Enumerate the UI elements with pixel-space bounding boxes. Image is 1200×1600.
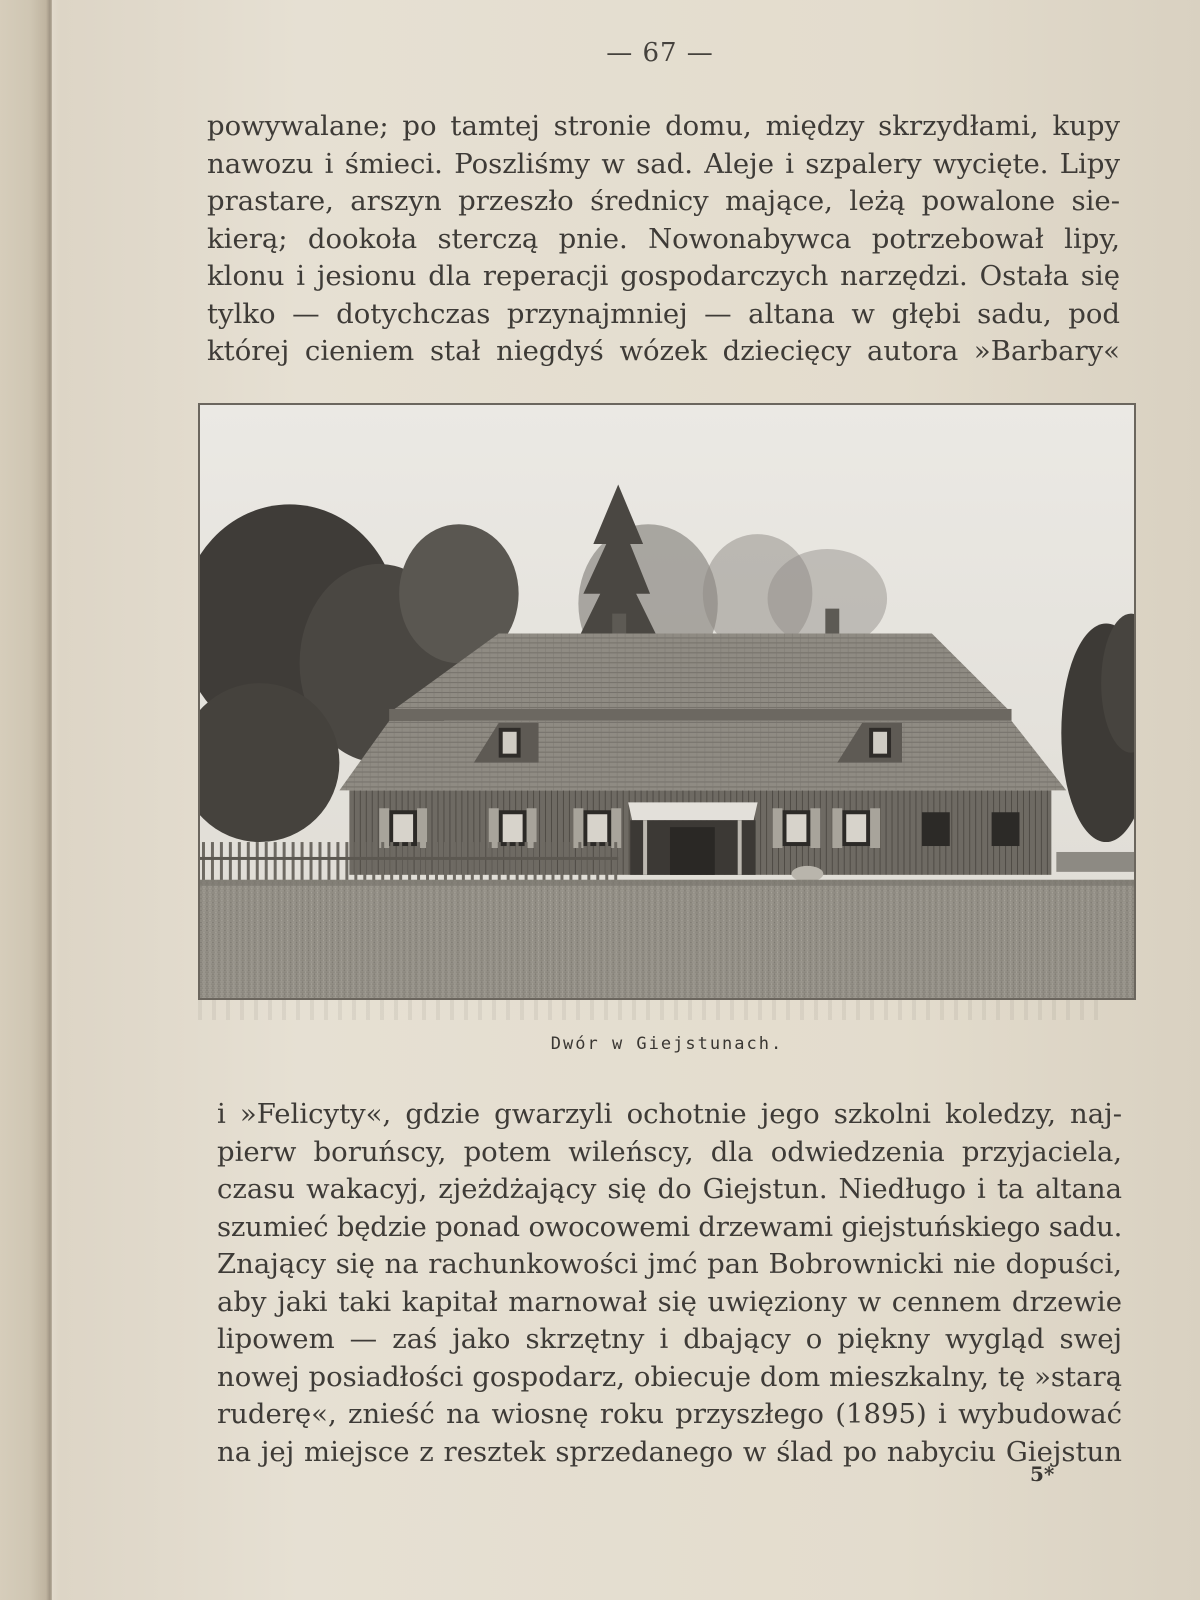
text-line: ruderę«, znieść na wiosnę roku przyszłego (1895) i wybudować: [217, 1398, 1122, 1430]
text-line: której cieniem stał niegdyś wózek dziecięcy autora »Barbary«: [207, 335, 1120, 367]
engraver-mark: [198, 1000, 1098, 1020]
text-line: aby jaki taki kapitał marnował się uwięziony w cennem drzewie: [217, 1285, 1122, 1318]
roof-eave: [389, 709, 1011, 721]
text-line: nawozu i śmieci. Poszliśmy w sad. Aleje i szpalery wycięte. Lipy: [207, 147, 1120, 180]
book-spine: [0, 0, 52, 1600]
text-line: kierą; dookoła sterczą pnie. Nowonabywca potrzebował lipy,: [207, 222, 1120, 255]
text-line: szumieć będzie ponad owocowemi drzewami giejstuńskiego sadu.: [217, 1210, 1123, 1243]
manor-house-photograph: [198, 403, 1136, 1000]
text-line: prastare, arszyn przeszło średnicy mające, leżą powalone sie-: [207, 185, 1120, 217]
text-line: klonu i jesionu dla reperacji gospodarczych narzędzi. Ostała się: [207, 260, 1120, 292]
figure-caption: Dwór w Giejstunach.: [550, 1034, 784, 1054]
text-line: powywalane; po tamtej stronie domu, między skrzydłami, kupy: [207, 110, 1120, 142]
bottom-paragraph: [217, 1096, 1122, 1471]
lawn: [200, 880, 1134, 998]
top-paragraph: [207, 108, 1120, 371]
lower-roof: [339, 721, 1066, 791]
manor-house-illustration: [200, 405, 1134, 998]
text-line: tylko — dotychczas przynajmniej — altana w głębi sadu, pod: [207, 297, 1120, 330]
page-number: — 67 —: [606, 38, 714, 68]
text-line: nowej posiadłości gospodarz, obiecuje dom mieszkalny, tę »starą: [217, 1360, 1122, 1393]
text-line: pierw boruńscy, potem wileńscy, dla odwiedzenia przyjaciela,: [217, 1135, 1122, 1168]
sheep: [791, 866, 823, 882]
text-line: na jej miejsce z resztek sprzedanego w ślad po nabyciu Giejstun: [217, 1435, 1122, 1468]
text-line: Znający się na rachunkowości jmć pan Bobrownicki nie dopuści,: [217, 1248, 1122, 1280]
porch: [628, 802, 757, 875]
upper-roof: [389, 633, 1011, 712]
chimney-right: [825, 609, 839, 635]
printer-signature-mark: 5*: [1030, 1462, 1055, 1486]
text-line: czasu wakacyj, zjeżdżający się do Giejstun. Niedługo i ta altana: [217, 1173, 1122, 1205]
text-line: lipowem — zaś jako skrzętny i dbający o piękny wygląd swej: [217, 1323, 1122, 1355]
text-line: i »Felicyty«, gdzie gwarzyli ochotnie jego szkolni koledzy, naj-: [217, 1098, 1122, 1130]
right-fence: [1056, 852, 1134, 872]
